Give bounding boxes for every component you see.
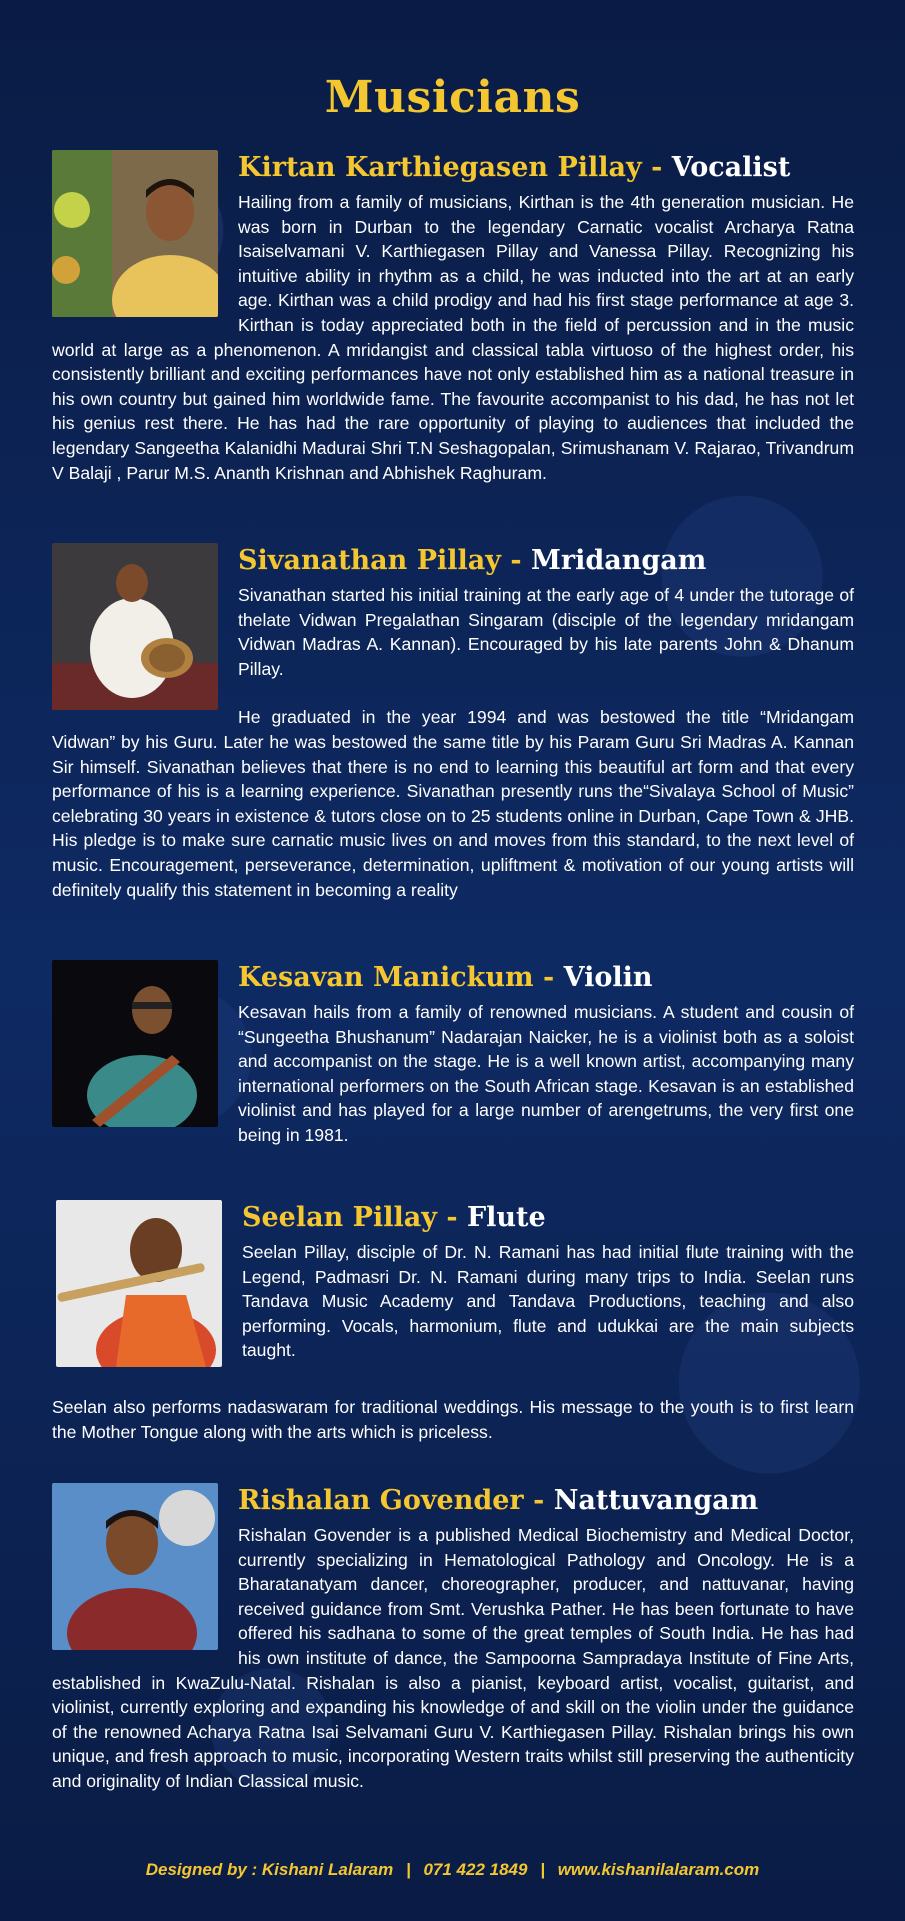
designer-credit [0, 1860, 905, 1880]
musician-photo-kirtan [52, 150, 218, 317]
musician-photo-rishalan [52, 1483, 218, 1650]
musician-role: Mridangam [530, 545, 707, 576]
musician-name: Seelan Pillay [242, 1202, 437, 1233]
musician-section-kesavan [52, 960, 854, 1148]
musician-name: Rishalan Govender [238, 1485, 524, 1516]
heading-separator: - [651, 152, 663, 183]
musician-bio: Kesavan hails from a family of renowned musicians. A student and cousin of “Sungeetha Bhushanum” Nadarajan Naicker, he is a violinist both as a soloist and accompanist on the stage. He is a well known artist, accompanying many international performers on the South African stage. Kesavan is an established violinist and has played for a large number of arengetrums, the very first one being in 1981. [238, 1002, 854, 1145]
heading-separator: - [510, 545, 522, 576]
musician-photo-kesavan [52, 960, 218, 1127]
musician-bio: Sivanathan started his initial training at the early age of 4 under the tutorage of thelate Vidwan Pregalathan Singaram (disciple of the legendary mridangam Vidwan Madras A. Kannan). Encouraged by his late parents John & Dhanum Pillay. [238, 585, 854, 679]
musician-photo-seelan [56, 1200, 222, 1367]
musician-section-sivanathan [52, 543, 854, 902]
musician-bio: Rishalan Govender is a published Medical Biochemistry and Medical Doctor, currently specializing in Hematological Pathology and Oncology. He is a Bharatanatyam dancer, choreographer, producer, and nattuvanar, having received guidance from Smt. Verushka Pather. He has been fortunate to have offered his sadhana to some of the great temples of South India. He has had his own institute of dance, the Sampoorna Sampradaya Institute of Fine Arts, established in KwaZulu-Natal. Rishalan is also a pianist, keyboard artist, vocalist, guitarist, and violinist, currently exploring and expanding his knowledge of and skill on the violin under the guidance of the renowned Acharya Ratna Isai Selvamani Guru V. Karthiegasen Pillay. Rishalan brings his own unique, and fresh approach to music, incorporating Western traits whilst still preserving the authenticity and originality of Indian Classical music. [52, 1525, 854, 1791]
footer-divider: | [405, 1860, 411, 1879]
musician-section-kirtan [52, 150, 854, 485]
musician-photo-sivanathan [52, 543, 218, 710]
musician-section-seelan-continued [52, 1395, 854, 1444]
heading-separator: - [446, 1202, 458, 1233]
musician-bio: Seelan also performs nadaswaram for traditional weddings. His message to the youth is to first learn the Mother Tongue along with the arts which is priceless. [52, 1397, 854, 1442]
musician-bio: Hailing from a family of musicians, Kirthan is the 4th generation musician. He was born in Durban to the legendary Carnatic vocalist Archarya Ratna Isaiselvamani V. Karthiegasen Pillay and Vanessa Pillay. Recognizing his intuitive ability in rhythm as a child, he was inducted into the art at an early age. Kirthan was a child prodigy and had his first stage performance at age 3. Kirthan is today appreciated both in the field of percussion and in the music world at large as a phenomenon. A mridangist and classical tabla virtuoso of the highest order, his consistently brilliant and exciting performances have not only established him as a national treasure in his own country but gained him worldwide fame. The favourite accompanist to his dad, he has not let his genius rest there. He has had the rare opportunity of playing to audiences that included the legendary Sangeetha Kalanidhi Madurai Shri T.N Seshagopalan, Srimushanam V. Rajarao, Trivandrum V Balaji , Parur M.S. Ananth Krishnan and Abhishek Raghuram. [52, 192, 854, 483]
musician-role: Nattuvangam [553, 1485, 759, 1516]
musician-name: Sivanathan Pillay [238, 545, 501, 576]
musician-section-rishalan [52, 1483, 854, 1794]
designer-website[interactable]: www.kishanilalaram.com [557, 1860, 760, 1879]
musician-name: Kesavan Manickum [238, 962, 534, 993]
musician-section-seelan [56, 1200, 854, 1367]
heading-separator: - [542, 962, 555, 993]
designer-name: Designed by : Kishani Lalaram [145, 1860, 394, 1879]
heading-separator: - [533, 1485, 545, 1516]
musician-role: Violin [563, 962, 653, 993]
designer-phone: 071 422 1849 [423, 1860, 528, 1879]
musician-role: Flute [466, 1202, 546, 1233]
page-title: Musicians [324, 72, 581, 123]
musician-bio: Seelan Pillay, disciple of Dr. N. Ramani has had initial flute training with the Legend, Padmasri Dr. N. Ramani during many trips to India. Seelan runs Tandava Music Academy and Tandava Productions, teaching and also performing. Vocals, harmonium, flute and udukkai are the main subjects taught. [242, 1242, 854, 1361]
musician-bio: He graduated in the year 1994 and was bestowed the title “Mridangam Vidwan” by his Guru. Later he was bestowed the same title by his Param Guru Sri Madras A. Kannan Sir himself. Sivanathan believes that there is no end to learning this beautiful art form and that every performance of his is a learning experience. Sivanathan presently runs the“Sivalaya School of Music” celebrating 30 years in existence & tutors close on to 25 students online in Durban, Cape Town & JHB. His pledge is to make sure carnatic music lives on and moves from this standard, to the next level of music. Encouragement, perseverance, determination, upliftment & motivation of our young artists will definitely qualify this statement in becoming a reality [52, 707, 854, 900]
musician-role: Vocalist [671, 152, 791, 183]
footer-divider: | [540, 1860, 545, 1879]
musician-name: Kirtan Karthiegasen Pillay [238, 152, 642, 183]
